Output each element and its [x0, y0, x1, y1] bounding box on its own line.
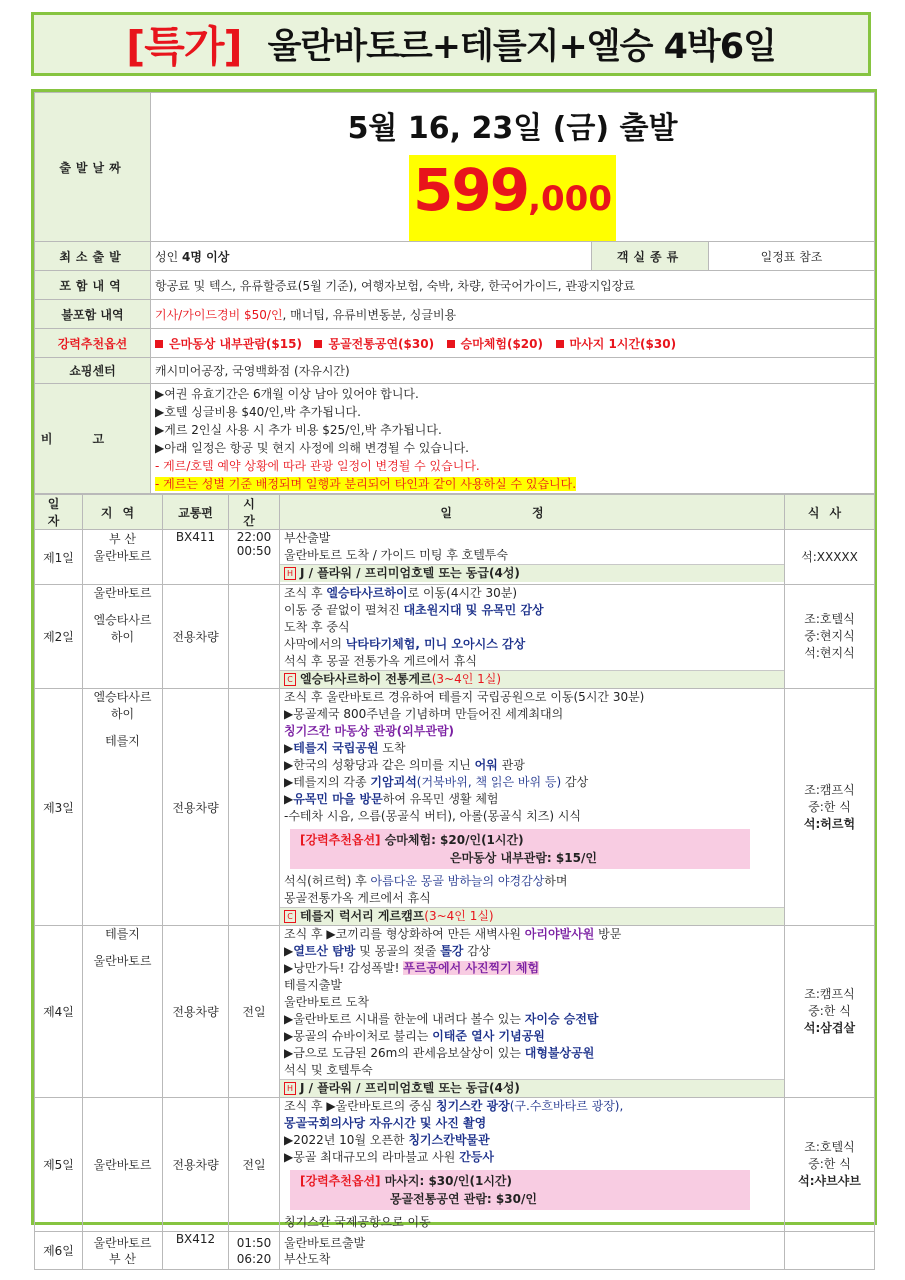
hotel-line: H J / 플라워 / 프리미엄호텔 또는 동급(4성)	[280, 564, 784, 582]
itinerary-line: 조식 후 ▶울란바토르의 중심 칭기스칸 광장(구.수흐바타르 광장),	[284, 1099, 624, 1113]
itinerary-line: ▶한국의 성황당과 같은 의미를 지닌 어워 관광	[284, 758, 525, 772]
day-place: 울란바토르	[83, 1098, 163, 1232]
itinerary-line: ▶테를지 국립공원 도착	[284, 741, 406, 755]
camp-icon: C	[284, 910, 296, 923]
day-row	[35, 689, 875, 926]
col-itinerary: 일정	[280, 495, 785, 530]
room-value: 일정표 참조	[709, 242, 875, 271]
col-day: 일자	[35, 495, 83, 530]
option-box: [강력추천옵션] 마사지: $30/인(1시간) 몽골전통공연 관람: $30/인	[290, 1170, 750, 1210]
options-label: 강력추천옵션	[35, 329, 151, 358]
option-item: 마사지 1시간($30)	[556, 337, 677, 351]
day-transport: BX411	[163, 530, 229, 585]
day-itinerary	[280, 1232, 785, 1270]
day-meal: 조:호텔식 중:현지식 석:현지식	[785, 585, 875, 689]
itinerary-line: 사막에서의 낙타타기체험, 미니 오아시스 감상	[284, 637, 526, 651]
day-row	[35, 530, 875, 585]
itinerary-line: 부산출발	[284, 531, 331, 545]
col-place: 지역	[83, 495, 163, 530]
min-count: 4명 이상	[182, 249, 230, 264]
col-meal: 식사	[785, 495, 875, 530]
info-table	[34, 92, 875, 494]
camp-line: C 테를지 럭서리 게르캠프(3~4인 1실)	[280, 907, 784, 925]
itinerary-line: 석식 및 호텔투숙	[284, 1063, 373, 1077]
itinerary-line: 칭기스칸 국제공항으로 이동	[284, 1215, 431, 1229]
day-place: 엘승타사르 하이 테를지	[83, 689, 163, 926]
day-itinerary	[280, 689, 785, 926]
itinerary-line: 몽골전통가옥 게르에서 휴식	[284, 891, 431, 905]
itinerary-line: 부산도착	[284, 1251, 331, 1266]
day-transport: 전용차량	[163, 585, 229, 689]
hotel-icon: H	[284, 567, 296, 580]
camp-icon: C	[284, 673, 296, 686]
sale-tag: [특가]	[126, 22, 242, 71]
hotel-line: H J / 플라워 / 프리미엄호텔 또는 동급(4성)	[280, 1079, 784, 1097]
option-item: 은마동상 내부관람($15)	[155, 337, 302, 351]
day-time: 전일	[229, 1098, 280, 1232]
day-meal	[785, 1232, 875, 1270]
day-time	[229, 689, 280, 926]
itinerary-line: ▶2022년 10월 오픈한 칭기스칸박물관	[284, 1133, 490, 1147]
option-item: 승마체험($20)	[447, 337, 543, 351]
departure-label: 출발날짜	[35, 93, 151, 242]
departure-cell	[151, 93, 875, 242]
day-place: 테를지 울란바토르	[83, 926, 163, 1098]
day-itinerary	[280, 926, 785, 1098]
notes	[151, 384, 875, 494]
day-itinerary	[280, 530, 785, 585]
note-line: ▶여권 유효기간은 6개월 이상 남아 있어야 합니다.	[155, 386, 419, 401]
itinerary-line: 울란바토르출발	[284, 1235, 366, 1250]
itinerary-line: 몽골국회의사당 자유시간 및 사진 촬영	[284, 1116, 487, 1130]
day-row	[35, 1232, 875, 1270]
day-transport: 전용차량	[163, 926, 229, 1098]
tour-name: 울란바토르+테를지+엘승 4박6일	[267, 27, 776, 67]
included-label: 포함내역	[35, 271, 151, 300]
option-box: [강력추천옵션] 승마체험: $20/인(1시간) 은마동상 내부관람: $15/인	[290, 829, 750, 869]
day-itinerary	[280, 585, 785, 689]
hotel-icon: H	[284, 1082, 296, 1095]
options-list	[151, 329, 875, 358]
day-row	[35, 926, 875, 1098]
itinerary-line: ▶몽골의 슈바이처로 불리는 이태준 열사 기념공원	[284, 1029, 545, 1043]
day-meal: 조:캠프식 중:한 식 석:허르헉	[785, 689, 875, 926]
day-row	[35, 585, 875, 689]
price-sub: ,000	[528, 179, 612, 219]
room-label: 객실종류	[592, 242, 709, 271]
day-place: 부 산 울란바토르	[83, 530, 163, 585]
day-time: 22:00 00:50	[229, 530, 280, 585]
note-line: ▶호텔 싱글비용 $40/인,박 추가됩니다.	[155, 404, 361, 419]
day-transport: BX412	[163, 1232, 229, 1270]
itinerary-line: ▶유목민 마을 방문하여 유목민 생활 체험	[284, 792, 499, 806]
itinerary-line: 석식 후 몽골 전통가옥 게르에서 휴식	[284, 654, 477, 668]
day-time: 01:50 06:20	[229, 1232, 280, 1270]
day-label: 제4일	[35, 926, 83, 1098]
day-row	[35, 1098, 875, 1232]
shopping-value: 캐시미어공장, 국영백화점 (자유시간)	[151, 358, 875, 384]
day-label: 제5일	[35, 1098, 83, 1232]
note-line: ▶게르 2인실 사용 시 추가 비용 $25/인,박 추가됩니다.	[155, 422, 442, 437]
note-line: ▶아래 일정은 항공 및 현지 사정에 의해 변경될 수 있습니다.	[155, 440, 469, 455]
schedule-table	[34, 494, 875, 1270]
itinerary-line: ▶금으로 도금된 26m의 관세음보살상이 있는 대형불상공원	[284, 1046, 595, 1060]
itinerary-line: 석식(허르헉) 후 아름다운 몽골 밤하늘의 야경감상하며	[284, 874, 568, 888]
day-place: 울란바토르 엘승타사르 하이	[83, 585, 163, 689]
itinerary-line: 도착 후 중식	[284, 620, 350, 634]
excluded-guide-fee: 기사/가이드경비 $50/인	[155, 307, 283, 322]
min-value	[151, 242, 592, 271]
excluded-value	[151, 300, 875, 329]
schedule-header	[35, 495, 875, 530]
itinerary-line: ▶울란바토르 시내를 한눈에 내려다 볼수 있는 자이승 승전탑	[284, 1012, 599, 1026]
price-main: 599	[413, 156, 529, 224]
included-value: 항공료 및 텍스, 유류할증료(5월 기준), 여행자보험, 숙박, 차량, 한국어가이드, 관광지입장료	[151, 271, 875, 300]
itinerary-line: ▶열트산 탐방 및 몽골의 젖줄 톨강 감상	[284, 944, 491, 958]
day-label: 제1일	[35, 530, 83, 585]
itinerary-line: 울란바토르 도착 / 가이드 미팅 후 호텔투숙	[284, 548, 508, 562]
day-transport: 전용차량	[163, 689, 229, 926]
day-label: 제3일	[35, 689, 83, 926]
itinerary-line: 칭기즈칸 마동상 관광(외부관람)	[284, 724, 455, 738]
itinerary-line: 이동 중 끝없이 펼쳐진 대초원지대 및 유목민 감상	[284, 603, 544, 617]
notes-label: 비고	[35, 384, 151, 494]
option-item: 몽골전통공연($30)	[314, 337, 434, 351]
itinerary-line: 조식 후 엘승타사르하이로 이동(4시간 30분)	[284, 586, 518, 600]
tour-sheet	[31, 89, 877, 1266]
shopping-label: 쇼핑센터	[35, 358, 151, 384]
day-meal: 조:호텔식 중:한 식 석:샤브샤브	[785, 1098, 875, 1232]
note-warning-highlight: - 게르는 성별 기준 배정되며 일행과 분리되어 타인과 같이 사용하실 수 있습니다.	[155, 476, 577, 491]
day-label: 제6일	[35, 1232, 83, 1270]
itinerary-line: 조식 후 ▶코끼리를 형상화하여 만든 새벽사원 아리야발사원 방문	[284, 927, 622, 941]
day-label: 제2일	[35, 585, 83, 689]
min-prefix: 성인	[155, 249, 182, 264]
itinerary-line: ▶낭만가득! 감성폭발! 푸르공에서 사진찍기 체험	[284, 961, 540, 975]
itinerary-line: ▶몽골제국 800주년을 기념하며 만들어진 세계최대의	[284, 707, 564, 721]
page-title-banner	[31, 12, 871, 76]
camp-line: C 엘승타사르하이 전통게르(3~4인 1실)	[280, 670, 784, 688]
excluded-label: 불포함 내역	[35, 300, 151, 329]
day-time	[229, 585, 280, 689]
day-itinerary	[280, 1098, 785, 1232]
itinerary-line: ▶몽골 최대규모의 라마불교 사원 간등사	[284, 1150, 494, 1164]
note-warning: - 게르/호텔 예약 상황에 따라 관광 일정이 변경될 수 있습니다.	[155, 458, 480, 473]
day-time: 전일	[229, 926, 280, 1098]
itinerary-line: 울란바토르 도착	[284, 995, 369, 1009]
col-time: 시간	[229, 495, 280, 530]
day-place: 울란바토르 부 산	[83, 1232, 163, 1270]
itinerary-line: 조식 후 울란바토르 경유하여 테를지 국립공원으로 이동(5시간 30분)	[284, 690, 645, 704]
price	[155, 155, 870, 241]
departure-dates: 5월 16, 23일 (금) 출발	[347, 111, 678, 146]
itinerary-line: ▶테를지의 각종 기암괴석(거북바위, 책 읽은 바위 등) 감상	[284, 775, 589, 789]
min-label: 최소출발	[35, 242, 151, 271]
day-meal: 석:XXXXX	[785, 530, 875, 585]
excluded-rest: , 매너팁, 유류비변동분, 싱글비용	[282, 307, 457, 322]
day-transport: 전용차량	[163, 1098, 229, 1232]
itinerary-line: -수테차 시음, 으름(몽골식 버터), 아롤(몽골식 치즈) 시식	[284, 809, 582, 823]
itinerary-line: 테를지출발	[284, 978, 342, 992]
col-transport: 교통편	[163, 495, 229, 530]
day-meal: 조:캠프식 중:한 식 석:삼겹살	[785, 926, 875, 1098]
